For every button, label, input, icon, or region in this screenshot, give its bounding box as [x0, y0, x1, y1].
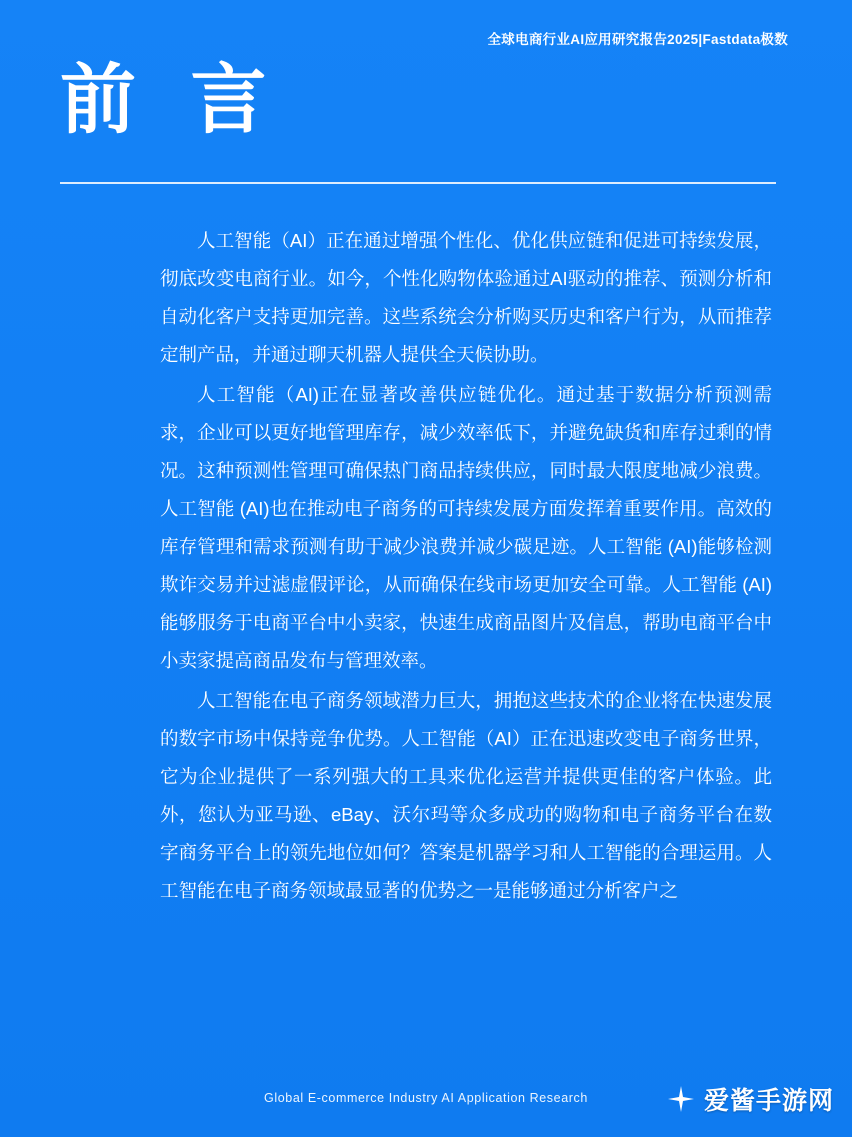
- page-footer: Global E-commerce Industry AI Application Research: [264, 1091, 588, 1105]
- watermark: [656, 1075, 844, 1123]
- paragraph: 人工智能在电子商务领域潜力巨大，拥抱这些技术的企业将在快速发展的数字市场中保持竞争优势。人工智能（AI）正在迅速改变电子商务世界，它为企业提供了一系列强大的工具来优化运营并提供更佳的客户体验。此外，您认为亚马逊、eBay、沃尔玛等众多成功的购物和电子商务平台在数字商务平台上的领先地位如何？答案是机器学习和人工智能的合理运用。人工智能在电子商务领域最显著的优势之一是能够通过分析客户之: [160, 690, 772, 901]
- watermark-label: 爱酱手游网: [703, 1087, 834, 1115]
- page-title: 前 言: [60, 55, 281, 144]
- paragraph: 人工智能（AI）正在通过增强个性化、优化供应链和促进可持续发展，彻底改变电商行业。如今，个性化购物体验通过AI驱动的推荐、预测分析和自动化客户支持更加完善。这些系统会分析购买历史和客户行为，从而推荐定制产品，并通过聊天机器人提供全天候协助。: [160, 230, 772, 365]
- body-text: [160, 222, 772, 912]
- sparkle-icon: [666, 1084, 696, 1114]
- running-head: 全球电商行业AI应用研究报告2025|Fastdata极数: [487, 32, 788, 47]
- title-divider: [60, 182, 776, 184]
- paragraph: 人工智能（AI)正在显著改善供应链优化。通过基于数据分析预测需求，企业可以更好地管理库存，减少效率低下，并避免缺货和库存过剩的情况。这种预测性管理可确保热门商品持续供应，同时最大限度地减少浪费。人工智能 (AI)也在推动电子商务的可持续发展方面发挥着重要作用。高效的库存管理和需求预测有助于减少浪费并减少碳足迹。人工智能 (AI)能够检测欺诈交易并过滤虚假评论，从而确保在线市场更加安全可靠。人工智能 (AI)能够服务于电商平台中小卖家，快速生成商品图片及信息，帮助电商平台中小卖家提高商品发布与管理效率。: [160, 384, 772, 671]
